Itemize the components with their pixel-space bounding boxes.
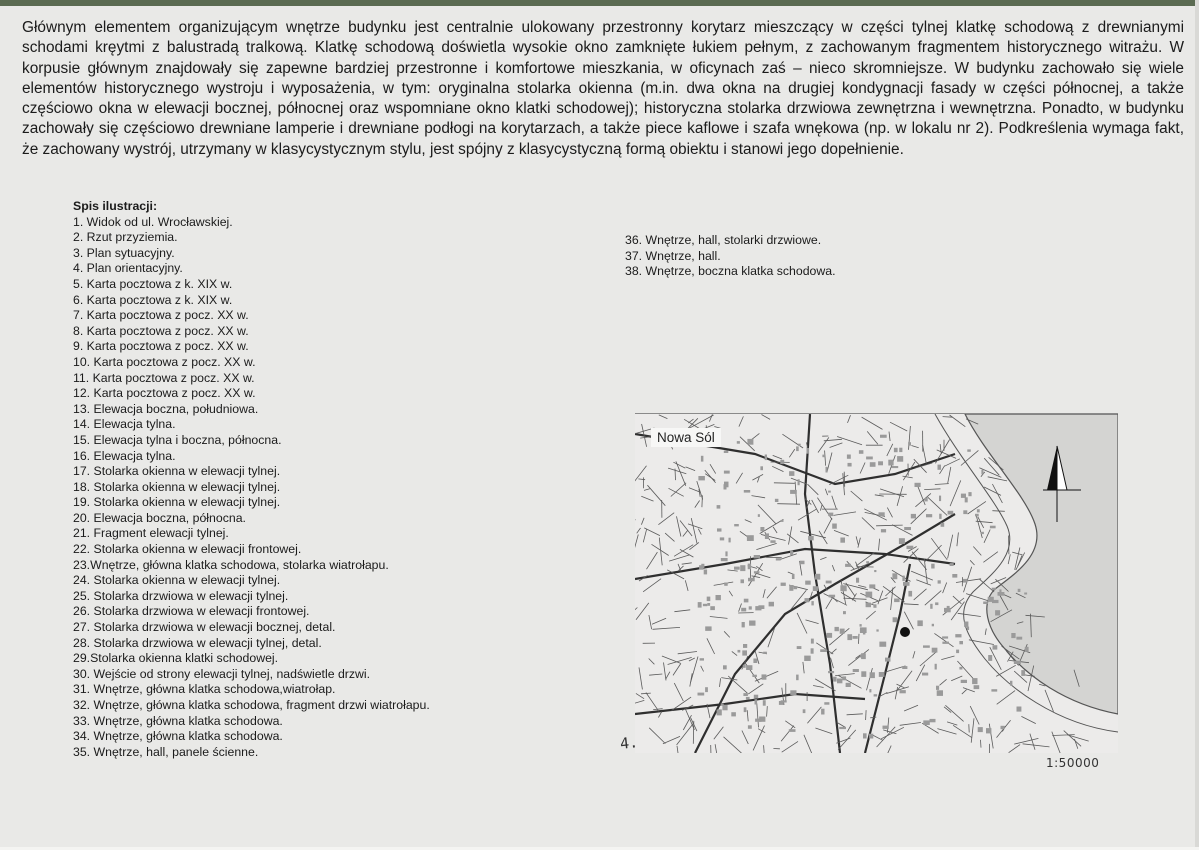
list-item: 26. Stolarka drzwiowa w elewacji frontowej.: [73, 604, 310, 619]
illustrations-list: [625, 233, 1045, 280]
list-item: 21. Fragment elewacji tylnej.: [73, 526, 229, 541]
map-drawing: [635, 414, 1118, 753]
list-item: 18. Stolarka okienna w elewacji tylnej.: [73, 479, 281, 494]
list-item: 4. Plan orientacyjny.: [73, 261, 183, 276]
list-item: 9. Karta pocztowa z pocz. XX w.: [73, 339, 249, 354]
river-area: [965, 414, 1118, 714]
list-item: 36. Wnętrze, hall, stolarki drzwiowe.: [625, 233, 822, 247]
list-item: 14. Elewacja tylna.: [73, 417, 176, 432]
list-item: 33. Wnętrze, główna klatka schodowa.: [73, 713, 283, 728]
list-item: 13. Elewacja boczna, południowa.: [73, 401, 259, 416]
list-item: 17. Stolarka okienna w elewacji tylnej.: [73, 464, 281, 479]
list-item: 15. Elewacja tylna i boczna, północna.: [73, 432, 282, 447]
list-item: 12. Karta pocztowa z pocz. XX w.: [73, 386, 256, 401]
list-item: 16. Elewacja tylna.: [73, 448, 176, 463]
orientation-map: [635, 413, 1118, 753]
figure-number: 4.: [619, 733, 639, 753]
list-item: 34. Wnętrze, główna klatka schodowa.: [73, 729, 283, 744]
location-marker: [900, 627, 910, 637]
list-item: 27. Stolarka drzwiowa w elewacji bocznej, detal.: [73, 620, 336, 635]
illustrations-list-column-1: [73, 199, 533, 760]
list-item: 38. Wnętrze, boczna klatka schodowa.: [625, 264, 836, 279]
list-item: 32. Wnętrze, główna klatka schodowa, fragment drzwi wiatrołapu.: [73, 698, 430, 712]
list-item: 35. Wnętrze, hall, panele ścienne.: [73, 744, 259, 759]
list-item: 2. Rzut przyziemia.: [73, 230, 178, 245]
illustrations-title: Spis ilustracji:: [73, 199, 158, 213]
list-item: 8. Karta pocztowa z pocz. XX w.: [73, 323, 249, 338]
list-item: 11. Karta pocztowa z pocz. XX w.: [73, 370, 255, 385]
list-item: 37. Wnętrze, hall.: [625, 248, 721, 263]
page-top-edge: [0, 0, 1199, 6]
list-item: 20. Elewacja boczna, północna.: [73, 510, 246, 525]
list-item: 24. Stolarka okienna w elewacji tylnej.: [73, 573, 281, 588]
illustrations-list-column-2: [625, 233, 1045, 280]
map-scale: 1:50000: [1046, 756, 1100, 770]
list-item: 28. Stolarka drzwiowa w elewacji tylnej, detal.: [73, 635, 322, 650]
list-item: 6. Karta pocztowa z k. XIX w.: [73, 292, 233, 307]
list-item: 30. Wejście od strony elewacji tylnej, nadświetle drzwi.: [73, 666, 371, 681]
list-item: 29.Stolarka okienna klatki schodowej.: [73, 651, 279, 666]
list-item: 7. Karta pocztowa z pocz. XX w.: [73, 308, 249, 323]
list-item: 22. Stolarka okienna w elewacji frontowej.: [73, 542, 302, 557]
list-item: 23.Wnętrze, główna klatka schodowa, stolarka wiatrołapu.: [73, 557, 389, 572]
description-paragraph: Głównym elementem organizującym wnętrze budynku jest centralnie ulokowany przestronny korytarz mieszczący w części tylnej klatkę schodową z drewnianymi schodami kręytmi z balustradą tralkową. Klatkę schodową doświetla wysokie okno zamknięte łukiem pełnym, z zachowanym fragmentem historycznego witrażu. W korpusie głównym znajdowały się zapewne bardziej przestronne i komfortowe mieszkania, w oficynach zaś – nieco skromniejsze. W budynku zachowało się wiele elementów historycznego wystroju i wyposażenia, w tym: oryginalna stolarka okienna (m.in. dwa okna na drugiej kondygnacji fasady w części północnej, a także częściowo okna w elewacji bocznej, północnej oraz wspomniane okno klatki schodowej); historyczna stolarka drzwiowa zewnętrzna i wewnętrzna. Ponadto, w budynku zachowały się częściowo drewniane lamperie i drewniane podłogi na korytarzach, a także piece kaflowe i szafa wnękowa (np. w lokalu nr 2). Podkreślenia wymaga fakt, że zachowany wystrój, utrzymany w klasycystycznym stylu, jest spójny z klasycystyczną formą obiektu i stanowi jego dopełnienie.: [22, 19, 1184, 158]
list-item: 10. Karta pocztowa z pocz. XX w.: [73, 354, 256, 369]
page-right-edge: [1195, 0, 1199, 850]
list-item: 1. Widok od ul. Wrocławskiej.: [73, 214, 233, 229]
list-item: 5. Karta pocztowa z k. XIX w.: [73, 276, 233, 291]
list-item: 3. Plan sytuacyjny.: [73, 245, 175, 260]
list-item: 31. Wnętrze, główna klatka schodowa,wiatrołap.: [73, 682, 336, 697]
list-item: 19. Stolarka okienna w elewacji tylnej.: [73, 495, 281, 510]
list-item: 25. Stolarka drzwiowa w elewacji tylnej.: [73, 588, 289, 603]
map-town-label: Nowa Sól: [651, 428, 721, 447]
illustrations-list: [73, 215, 533, 761]
